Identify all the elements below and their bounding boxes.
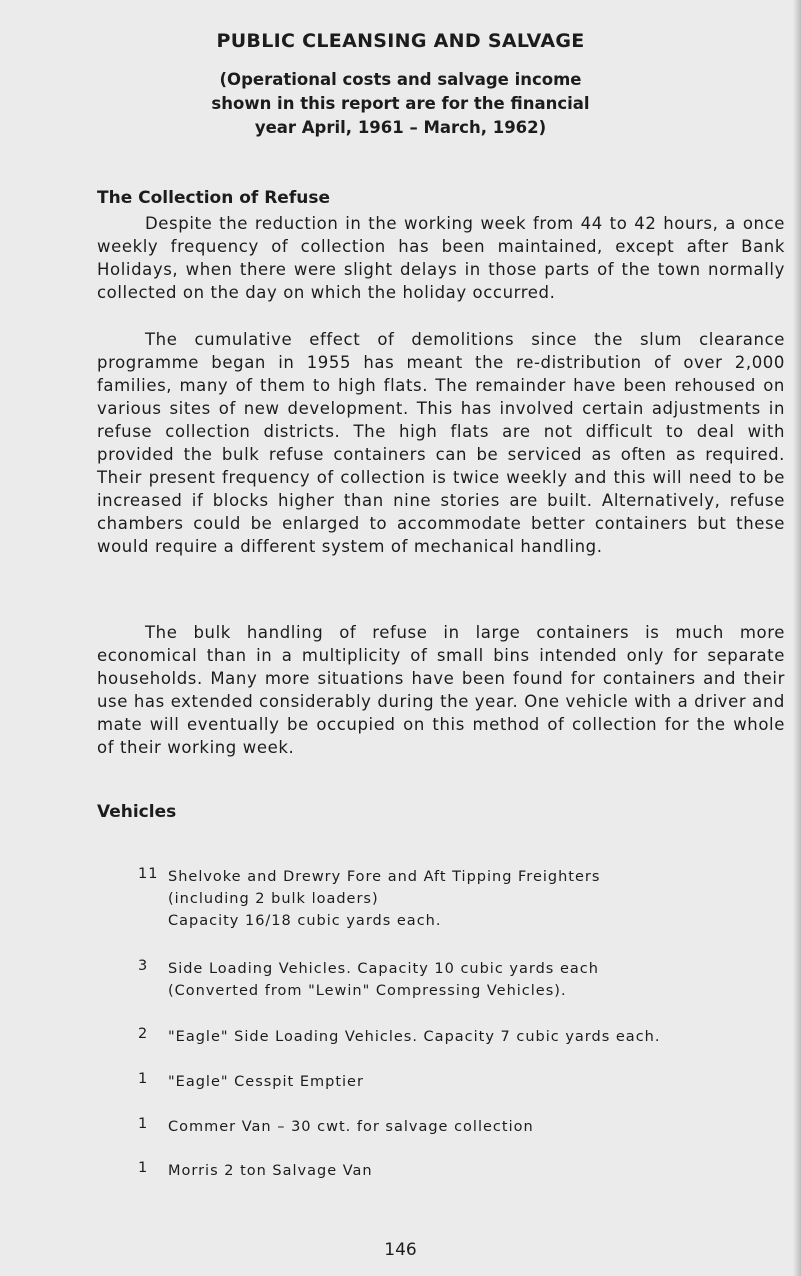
paragraph-1 bbox=[97, 212, 785, 304]
vehicle-line: Commer Van – 30 cwt. for salvage collection bbox=[168, 1119, 534, 1135]
vehicle-line: Side Loading Vehicles. Capacity 10 cubic yards each bbox=[168, 961, 599, 977]
vehicle-description bbox=[168, 1116, 778, 1138]
report-note-line: year April, 1961 – March, 1962) bbox=[254, 118, 547, 137]
vehicle-quantity: 1 bbox=[138, 1160, 149, 1176]
paragraph-text: The cumulative effect of demolitions since the slum clearance programme began in 1955 has meant the re-distribution of over 2,000 families, many of them to high flats. The remainder have been rehoused on various sites of new development. This has involved certain adjustments in refuse collection districts. The high flats are not difficult to deal with provided the bulk refuse containers can be serviced as often as required. Their present frequency of collection is twice weekly and this will need to be increased if blocks higher than nine stories are built. Alternatively, refuse chambers could be enlarged to accommodate better containers but these would require a different system of mechanical handling. bbox=[97, 330, 785, 556]
vehicle-description bbox=[168, 1160, 778, 1182]
vehicle-description bbox=[168, 958, 778, 1002]
vehicle-quantity: 11 bbox=[138, 866, 159, 882]
report-note bbox=[0, 68, 801, 140]
vehicle-description bbox=[168, 1071, 778, 1093]
vehicle-description bbox=[168, 1026, 778, 1048]
vehicle-line: (Converted from "Lewin" Compressing Vehicles). bbox=[168, 983, 567, 999]
paragraph-3 bbox=[97, 621, 785, 759]
vehicle-description bbox=[168, 866, 778, 932]
vehicle-quantity: 3 bbox=[138, 958, 149, 974]
vehicle-line: Shelvoke and Drewry Fore and Aft Tipping Freighters bbox=[168, 869, 601, 885]
vehicle-quantity: 2 bbox=[138, 1026, 149, 1042]
paragraph-text: Despite the reduction in the working week from 44 to 42 hours, a once weekly frequency of collection has been maintained, except after Bank Holidays, when there were slight delays in those parts of the town normally collected on the day on which the holiday occurred. bbox=[97, 214, 785, 302]
vehicle-quantity: 1 bbox=[138, 1071, 149, 1087]
page-title: PUBLIC CLEANSING AND SALVAGE bbox=[216, 30, 585, 52]
vehicle-line: Morris 2 ton Salvage Van bbox=[168, 1163, 373, 1179]
page-number: 146 bbox=[384, 1240, 417, 1260]
paragraph-2 bbox=[97, 328, 785, 558]
collection-heading: The Collection of Refuse bbox=[97, 188, 330, 208]
vehicle-line: (including 2 bulk loaders) bbox=[168, 891, 379, 907]
paragraph-text: The bulk handling of refuse in large containers is much more economical than in a multiplicity of small bins intended only for separate households. Many more situations have been found for containers and their use has extended considerably during the year. One vehicle with a driver and mate will eventually be occupied on this method of collection for the whole of their working week. bbox=[97, 623, 785, 757]
vehicle-quantity: 1 bbox=[138, 1116, 149, 1132]
report-note-line: shown in this report are for the financial bbox=[211, 94, 590, 113]
vehicles-heading: Vehicles bbox=[97, 802, 177, 822]
report-note-line: (Operational costs and salvage income bbox=[219, 70, 582, 89]
vehicle-line: "Eagle" Cesspit Emptier bbox=[168, 1074, 364, 1090]
vehicle-line: Capacity 16/18 cubic yards each. bbox=[168, 913, 442, 929]
page-edge-shadow bbox=[793, 0, 801, 1276]
vehicle-line: "Eagle" Side Loading Vehicles. Capacity 7 cubic yards each. bbox=[168, 1029, 661, 1045]
